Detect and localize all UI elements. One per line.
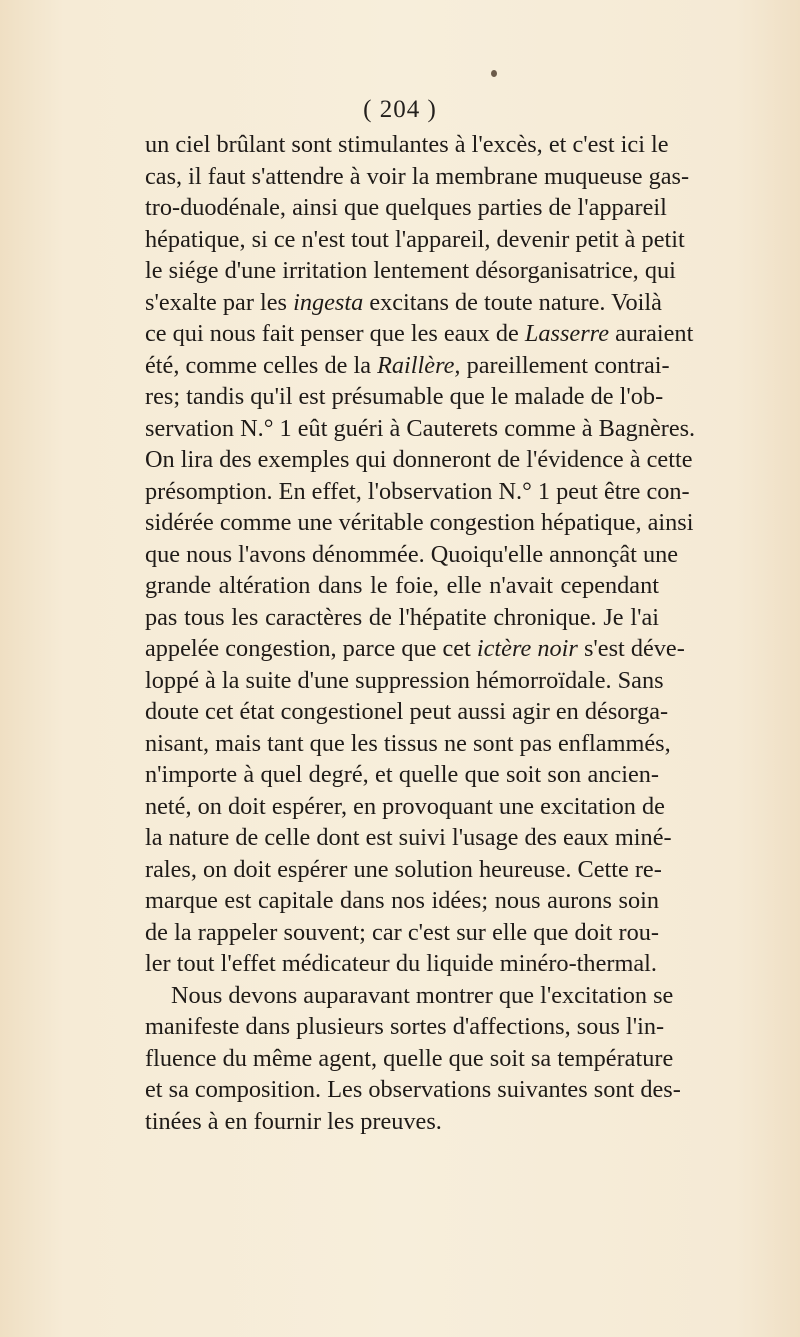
text-segment: de la rappeler souvent; car c'est sur elle que doit rou- [145,918,659,946]
text-segment: excitans de toute nature. Voilà [363,288,662,316]
text-line [145,476,690,508]
text-line [145,854,662,886]
text-line [145,444,693,476]
text-segment: loppé à la suite d'une suppression hémorroïdale. Sans [145,666,664,694]
italic-text: Raillère, [377,351,461,379]
text-line [145,1043,674,1075]
text-segment: le siége d'une irritation lentement désorganisatrice, qui [145,257,676,284]
text-line [145,381,664,413]
text-segment: la nature de celle dont est suivi l'usage des eaux miné- [145,824,672,851]
text-segment: tro-duodénale, ainsi que quelques parties de l'appareil [145,194,667,221]
body-text [145,129,696,1137]
text-segment: présomption. En effet, l'observation N.° 1 peut être con- [145,477,690,505]
text-segment: que nous l'avons dénommée. Quoiqu'elle annonçât une [145,540,679,568]
text-line [145,948,659,980]
text-segment: ler tout l'effet médicateur du liquide minéro-thermal. [145,950,657,977]
text-line [145,791,665,823]
italic-text: ingesta [293,288,364,316]
text-line [145,980,674,1012]
text-line [145,1106,659,1138]
text-line [145,570,659,602]
text-segment: auraient [609,320,694,347]
text-segment: hépatique, si ce n'est tout l'appareil, devenir petit à petit [145,225,685,253]
text-segment: manifeste dans plusieurs sortes d'affections, sous l'in- [145,1013,665,1040]
text-segment: neté, on doit espérer, en provoquant une excitation de [145,792,665,820]
text-line [145,1011,665,1043]
text-line [145,287,662,319]
text-segment: s'est déve- [577,635,685,662]
text-line [145,350,670,382]
text-line [145,318,694,350]
text-segment: pas tous les caractères de l'hépatite chronique. Je l'ai [145,603,659,631]
text-segment: un ciel brûlant sont stimulantes à l'excès, et c'est ici le [145,131,669,158]
text-line [145,1074,681,1106]
text-line [145,129,669,161]
text-segment: nisant, mais tant que les tissus ne sont pas enflammés, [145,729,671,757]
text-line [145,413,696,445]
text-segment: rales, on doit espérer une solution heureuse. Cette re- [145,855,662,883]
text-segment: n'importe à quel degré, et quelle que soit son ancien- [145,761,659,788]
text-segment: ce qui nous fait penser que les eaux de [145,320,525,347]
text-line [145,759,659,791]
text-line [145,822,672,854]
text-line [145,665,664,697]
text-segment: Nous devons auparavant montrer que l'excitation se [171,981,674,1009]
text-segment: doute cet état congestionel peut aussi agir en désorga- [145,698,669,725]
text-segment: été, comme celles de la [145,351,378,379]
italic-text: ictère noir [476,635,578,662]
page-number: ( 204 ) [363,96,437,123]
text-line [145,696,669,728]
ink-speck [491,70,497,77]
text-line [145,602,659,634]
text-segment: et sa composition. Les observations suivantes sont des- [145,1076,681,1103]
text-segment: cas, il faut s'attendre à voir la membrane muqueuse gas- [145,162,690,190]
text-segment: appelée congestion, parce que cet [145,635,477,662]
text-line [145,507,694,539]
text-line [145,224,685,256]
text-segment: marque est capitale dans nos idées; nous aurons soin [145,887,659,914]
text-line [145,917,659,949]
text-line [145,728,671,760]
text-line [145,192,667,224]
text-line [145,161,690,193]
text-segment: s'exalte par les [145,288,294,316]
text-segment: pareillement contrai- [460,351,670,379]
text-line [145,885,659,917]
text-segment: sidérée comme une véritable congestion hépatique, ainsi [145,509,694,536]
text-segment: On lira des exemples qui donneront de l'évidence à cette [145,446,693,473]
text-line [145,539,679,571]
text-line [145,633,685,665]
text-segment: res; tandis qu'il est présumable que le malade de l'ob- [145,383,664,410]
text-line [145,255,676,287]
text-segment: fluence du même agent, quelle que soit sa température [145,1044,674,1072]
italic-text: Lasserre [524,320,609,347]
text-segment: servation N.° 1 eût guéri à Cauterets comme à Bagnères. [145,414,696,442]
text-segment: grande altération dans le foie, elle n'avait cependant [145,572,659,599]
text-segment: tinées à en fournir les preuves. [145,1107,442,1135]
